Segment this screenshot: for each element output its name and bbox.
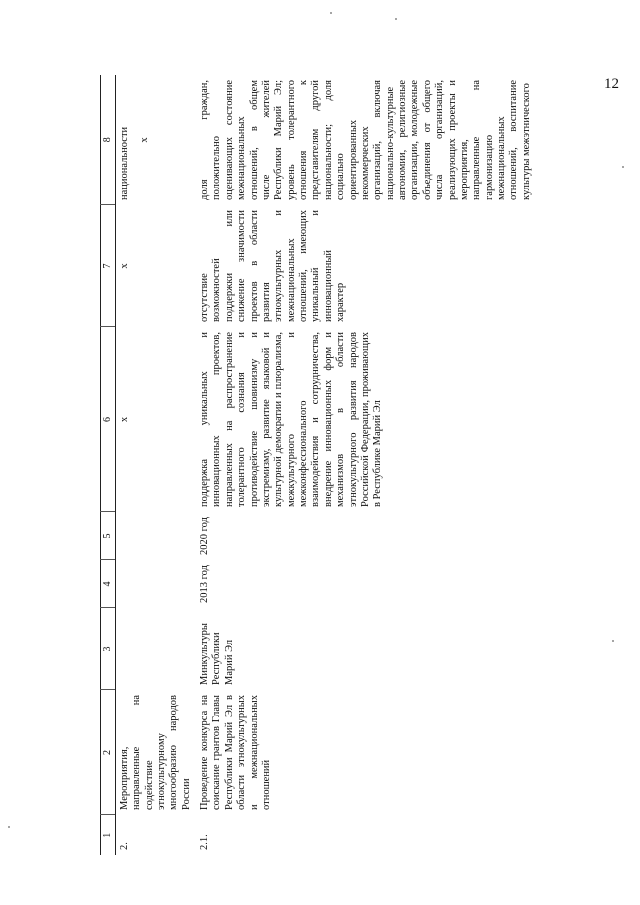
row-number: 2. bbox=[118, 842, 130, 850]
column-header: 2 bbox=[101, 690, 116, 815]
measure-name: Проведение конкурса на соискание грантов Главы Республики Марий Эл в области этнокультурных и межнациональных отношений bbox=[199, 695, 272, 810]
executor: Минкультуры Республики Марий Эл bbox=[199, 623, 235, 685]
expected-result: поддержка уникальных и инновационных проектов, направленных на распространение толерантного сознания и противодействие шовинизму и экстремизму, развитие языковой и культурной демократии и плюрализма, межкультурного и межконфессионального взаимодействия и сотрудничества, внедрение инновационных форм и механизмов в области этнокультурного развития народов Российской Федерации, проживающих в Республике Марий Эл bbox=[199, 332, 384, 507]
program-table bbox=[100, 75, 536, 855]
indicator-cell bbox=[115, 75, 196, 205]
executor bbox=[115, 608, 196, 690]
target-indicator: доля граждан, положительно оценивающих состояние межнациональных отношений, в общем числе жителей Республики Марий Эл; уровень толерантного отношения к представителям другой национальности; доля социально ориентированных некоммерческих организаций, включая национально-культурные автономии, религиозные организации, молодежные объединения от общего числа организаций, реализующих проекты и мероприятия, направленные на гармонизацию межнациональных отношений, воспитание культуры межэтнического bbox=[199, 80, 532, 200]
column-header: 3 bbox=[101, 608, 116, 690]
start-year bbox=[115, 560, 196, 608]
scan-speck bbox=[395, 18, 397, 20]
measure-name: Мероприятия, направленные на содействие этнокультурному многообразию народов России bbox=[118, 695, 192, 810]
column-header: 7 bbox=[101, 205, 116, 327]
row-number: 2.1. bbox=[199, 834, 211, 850]
table-row bbox=[115, 75, 196, 855]
column-header: 4 bbox=[101, 560, 116, 608]
indicator-continuation: национальности bbox=[118, 126, 130, 200]
cross-mark: x bbox=[139, 137, 151, 143]
column-header: 6 bbox=[101, 327, 116, 512]
cross-mark: x bbox=[118, 416, 130, 423]
table-header-row bbox=[101, 75, 116, 855]
cross-mark: x bbox=[118, 263, 130, 269]
end-year bbox=[115, 512, 196, 560]
scan-speck bbox=[8, 826, 10, 828]
start-year: 2013 год bbox=[199, 565, 211, 603]
column-header: 8 bbox=[101, 75, 116, 205]
non-implementation-consequences: отсутствие возможностей поддержки или снижение значимости проектов в области развития этнокультурных и межнациональных отношений, имеющих уникальный и инновационный характер bbox=[199, 210, 347, 322]
page-number: 12 bbox=[604, 76, 619, 92]
rotated-table-page bbox=[100, 75, 565, 855]
column-header: 1 bbox=[101, 815, 116, 855]
table-row bbox=[196, 75, 536, 855]
column-header: 5 bbox=[101, 512, 116, 560]
scan-speck bbox=[622, 166, 624, 168]
scan-speck bbox=[330, 12, 332, 14]
scan-speck bbox=[612, 640, 614, 642]
end-year: 2020 год bbox=[199, 517, 211, 555]
